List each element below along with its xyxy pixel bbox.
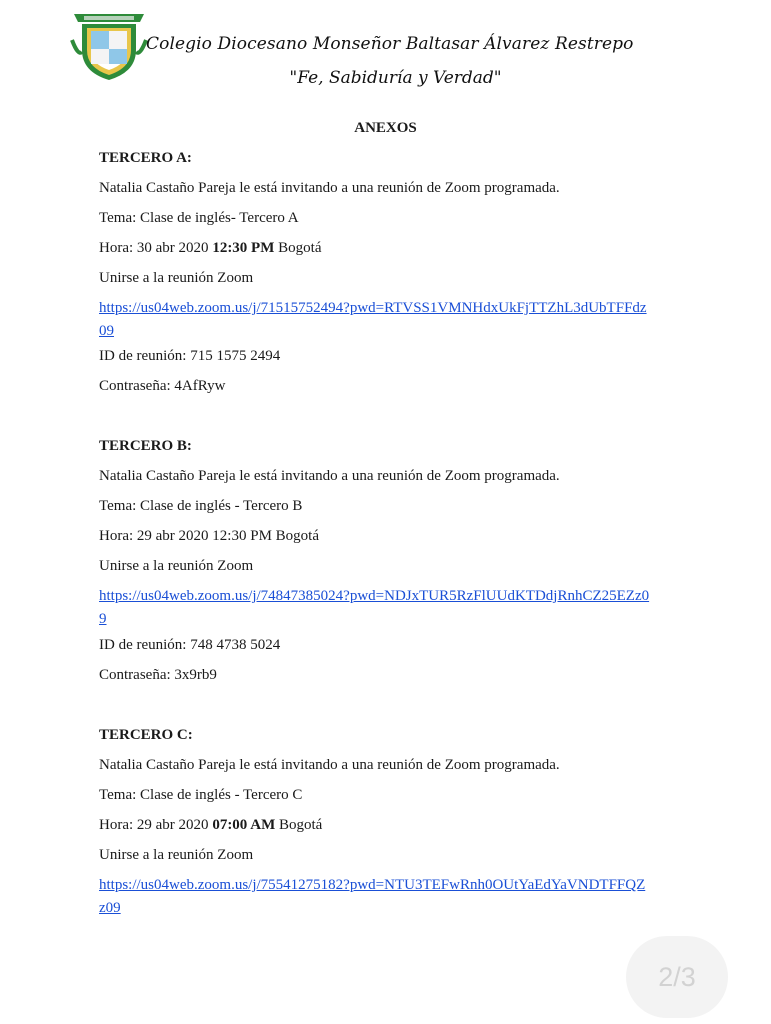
topic-text: Tema: Clase de inglés- Tercero A — [99, 210, 299, 226]
time-text: Hora: 30 abr 2020 12:30 PM Bogotá — [99, 240, 322, 256]
meeting-password: Contraseña: 3x9rb9 — [99, 667, 217, 683]
document-header — [0, 0, 771, 100]
meeting-id: ID de reunión: 715 1575 2494 — [99, 348, 281, 364]
join-label: Unirse a la reunión Zoom — [99, 270, 254, 286]
join-label: Unirse a la reunión Zoom — [99, 558, 254, 574]
zoom-link-tercero-b[interactable]: https://us04web.zoom.us/j/74847385024?pwd=NDJxTUR5RzFlUUdKTDdjRnhCZ25EZz0 9 — [99, 588, 650, 627]
invite-text: Natalia Castaño Pareja le está invitando a una reunión de Zoom programada. — [99, 757, 560, 773]
topic-text: Tema: Clase de inglés - Tercero B — [99, 498, 303, 514]
page-number-indicator: 2/3 — [626, 936, 728, 1018]
meeting-password: Contraseña: 4AfRyw — [99, 378, 226, 394]
join-label: Unirse a la reunión Zoom — [99, 847, 254, 863]
section-heading-tercero-a: TERCERO A: — [99, 150, 192, 166]
invite-text: Natalia Castaño Pareja le está invitando a una reunión de Zoom programada. — [99, 468, 560, 484]
school-name: Colegio Diocesano Monseñor Baltasar Álvarez Restrepo — [146, 34, 634, 54]
time-text: Hora: 29 abr 2020 12:30 PM Bogotá — [99, 528, 319, 544]
school-motto: "Fe, Sabiduría y Verdad" — [289, 68, 502, 88]
zoom-link-tercero-c[interactable]: https://us04web.zoom.us/j/75541275182?pwd=NTU3TEFwRnh0OUtYaEdYaVNDTFFQZ z09 — [99, 877, 646, 916]
meeting-id: ID de reunión: 748 4738 5024 — [99, 637, 281, 653]
invite-text: Natalia Castaño Pareja le está invitando a una reunión de Zoom programada. — [99, 180, 560, 196]
topic-text: Tema: Clase de inglés - Tercero C — [99, 787, 303, 803]
time-text: Hora: 29 abr 2020 07:00 AM Bogotá — [99, 817, 323, 833]
page-title: ANEXOS — [354, 120, 417, 136]
zoom-link-tercero-a[interactable]: https://us04web.zoom.us/j/71515752494?pwd=RTVSS1VMNHdxUkFjTTZhL3dUbTFFdz 09 — [99, 300, 647, 339]
section-heading-tercero-c: TERCERO C: — [99, 727, 193, 743]
section-heading-tercero-b: TERCERO B: — [99, 438, 192, 454]
